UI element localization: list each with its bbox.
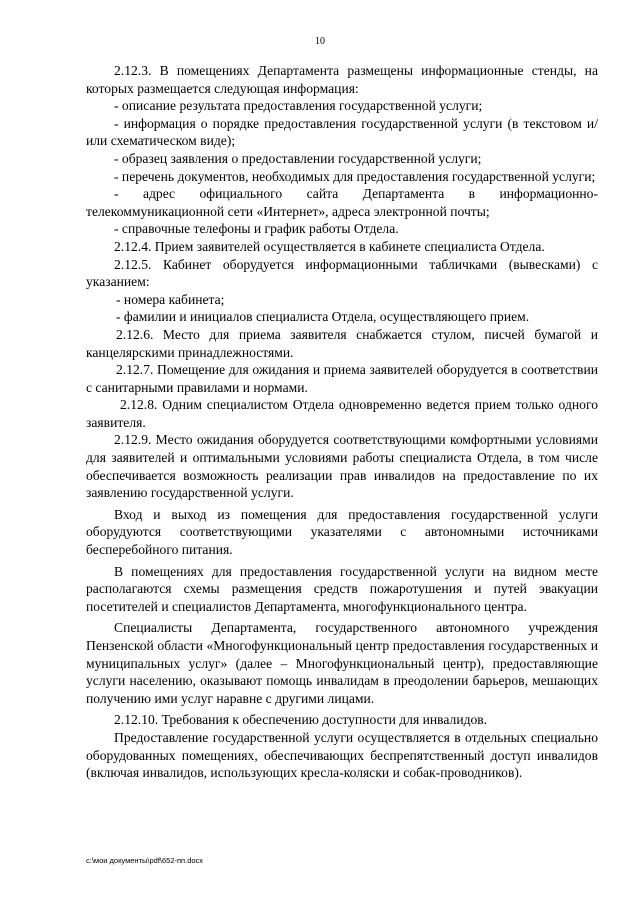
paragraph-evacuation-schemes: В помещениях для предоставления государственной услуги на видном месте располагаются схемы размещения средств пожаротушения и путей эвакуации посетителей и специалистов Департамента, многофункционального центра. — [86, 563, 598, 614]
list-item: - фамилии и инициалов специалиста Отдела, осуществляющего прием. — [116, 309, 530, 325]
paragraph-accessibility: Предоставление государственной услуги осуществляется в отдельных специально оборудованных помещениях, обеспечивающих беспрепятственный доступ инвалидов (включая инвалидов, использующих кресла-коляски и собак-проводников). — [86, 729, 598, 781]
paragraph-2-12-10: 2.12.10. Требования к обеспечению доступности для инвалидов. — [114, 712, 488, 728]
document-body — [86, 62, 598, 782]
paragraph-2-12-6: 2.12.6. Место для приема заявителя снабжается стулом, писчей бумагой и канцелярскими принадлежностями. — [86, 326, 598, 360]
list-item: - справочные телефоны и график работы Отдела. — [114, 221, 399, 237]
file-path-footer: c:\мои документы\pdf\652-пп.docx — [86, 856, 204, 865]
paragraph-2-12-4: 2.12.4. Прием заявителей осуществляется в кабинете специалиста Отдела. — [114, 238, 545, 254]
paragraph-entrance-exit: Вход и выход из помещения для предоставления государственной услуги оборудуются соответствующими указателями с автономными источниками бесперебойного питания. — [86, 506, 598, 558]
list-item: - образец заявления о предоставлении государственной услуги; — [114, 150, 482, 166]
paragraph-2-12-3: 2.12.3. В помещениях Департамента размещены информационные стенды, на которых размещается следующая информация: — [86, 63, 598, 96]
paragraph-2-12-5: 2.12.5. Кабинет оборудуется информационными табличками (вывесками) с указанием: — [86, 256, 598, 290]
list-item: - перечень документов, необходимых для предоставления государственной услуги; — [114, 168, 596, 184]
paragraph-2-12-7: 2.12.7. Помещение для ожидания и приема заявителей оборудуется в соответствии с санитарными правилами и нормами. — [86, 362, 598, 395]
paragraph-specialists: Специалисты Департамента, государственного автономного учреждения Пензенской области «Многофункциональный центр предоставления государственных и муниципальных услуг» (далее – Многофункциональный центр), предоставляющие услуги населению, оказывают помощь инвалидам в преодолении барьеров, мешающих получению ими услуг наравне с другими лицами. — [86, 620, 598, 706]
paragraph-2-12-8: 2.12.8. Одним специалистом Отдела одновременно ведется прием только одного заявителя. — [86, 397, 598, 430]
paragraph-2-12-9: 2.12.9. Место ожидания оборудуется соответствующими комфортными условиями для заявителей и оптимальными условиями работы специалиста Отдела, в том числе обеспечивается возможность реализации прав инвалидов на предоставление по их заявлению государственной услуги. — [86, 432, 598, 501]
list-item: - номера кабинета; — [116, 291, 225, 307]
list-item: - описание результата предоставления государственной услуги; — [114, 98, 483, 114]
list-item: - информация о порядке предоставления государственной услуги (в текстовом и/или схематическом виде); — [86, 115, 598, 149]
page-number: 10 — [315, 36, 325, 47]
list-item: - адрес официального сайта Департамента в информационно-телекоммуникационной сети «Интернет», адреса электронной почты; — [86, 186, 598, 219]
